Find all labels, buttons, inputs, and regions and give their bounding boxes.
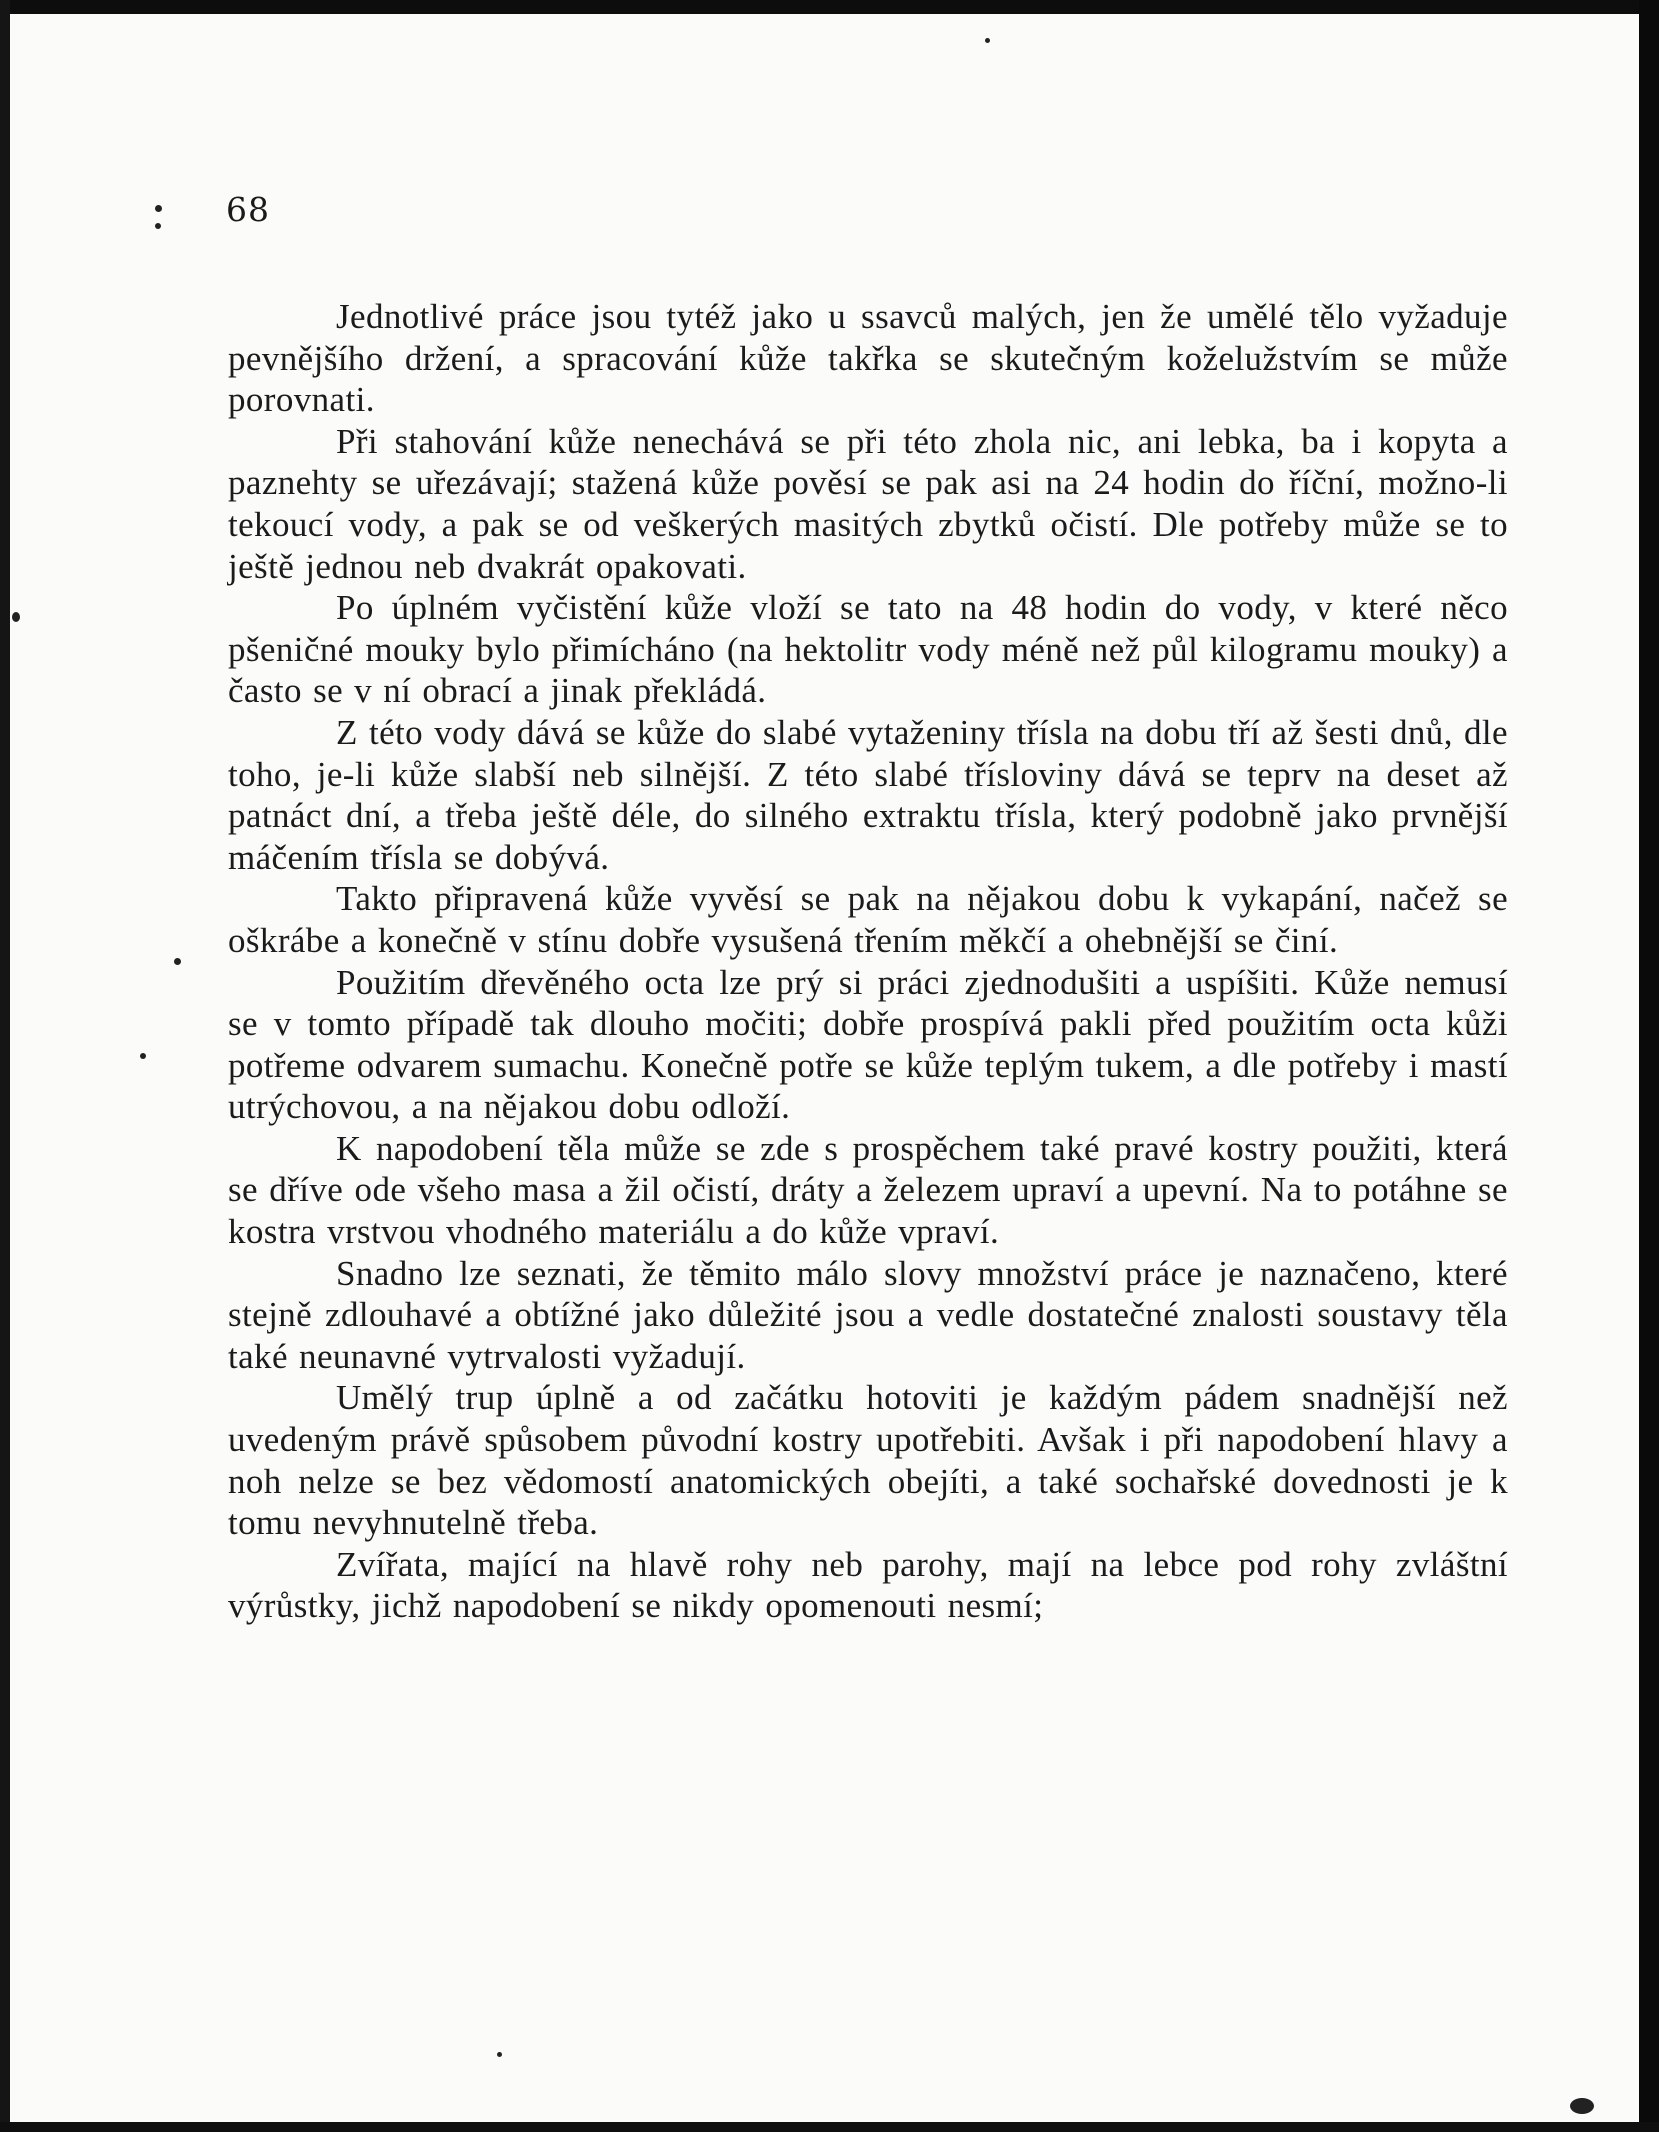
paragraph: Zvířata, mající na hlavě rohy neb parohy, mají na lebce pod rohy zvláštní výrůstky, jichž napodobení se nikdy opomenouti nesmí; (228, 1544, 1508, 1626)
paragraph: Po úplném vyčistění kůže vloží se tato na 48 hodin do vody, v které něco pšeničné mouky bylo přimícháno (na hektolitr vody méně než půl kilogramu mouky) a často se v ní obrací a jinak překládá. (228, 588, 1508, 711)
paragraph: Při stahování kůže nenechává se při této zhola nic, ani lebka, ba i kopyta a paznehty se uřezávají; stažená kůže pověsí se pak asi na 24 hodin do říční, možno-li tekoucí vody, a pak se od veškerých masitých zbytků očistí. Dle potřeby může se to ještě jednou neb dvakrát opakovati. (228, 421, 1508, 586)
scan-speck (155, 223, 161, 229)
scan-speck (155, 205, 162, 212)
scan-speck (497, 2052, 502, 2057)
scan-speck (140, 1053, 146, 1059)
body-text (228, 296, 1508, 1627)
paragraph: Takto připravená kůže vyvěsí se pak na nějakou dobu k vykapání, načež se oškrábe a konečně v stínu dobře vysušená třením měkčí a ohebnější se činí. (228, 879, 1508, 960)
scan-speck (12, 612, 20, 622)
paragraph: Snadno lze seznati, že těmito málo slovy množství práce je naznačeno, které stejně zdlouhavé a obtížné jako důležité jsou a vedle dostatečné znalosti soustavy těla také neunavné vytrvalosti vyžadují. (228, 1253, 1508, 1376)
paragraph: Jednotlivé práce jsou tytéž jako u ssavců malých, jen že umělé tělo vyžaduje pevnějšího držení, a spracování kůže takřka se skutečným koželužstvím se může porovnati. (228, 297, 1508, 420)
scan-border-right (1639, 0, 1659, 2132)
page-number: 68 (226, 190, 270, 229)
scan-speck (1570, 2098, 1594, 2114)
scan-border-left (0, 0, 10, 2132)
scan-border-bottom (0, 2122, 1659, 2132)
scan-speck (174, 958, 181, 965)
scan-speck (985, 38, 990, 43)
paragraph: K napodobení těla může se zde s prospěchem také pravé kostry použiti, která se dříve ode všeho masa a žil očistí, dráty a železem upraví a upevní. Na to potáhne se kostra vrstvou vhodného materiálu a do kůže vpraví. (228, 1128, 1508, 1252)
paragraph: Použitím dřevěného octa lze prý si práci zjednodušiti a uspíšiti. Kůže nemusí se v tomto případě tak dlouho močiti; dobře prospívá pakli před použitím octa kůži potřeme odvarem sumachu. Konečně potře se kůže teplým tukem, a dle potřeby i mastí utrýchovou, a na nějakou dobu odloží. (228, 962, 1508, 1127)
paragraph: Umělý trup úplně a od začátku hotoviti je každým pádem snadnější než uvedeným právě spůsobem původní kostry upotřebiti. Avšak i při napodobení hlavy a noh nelze se bez vědomostí anatomických obejíti, a také sochařské dovednosti je k tomu nevyhnutelně třeba. (228, 1378, 1508, 1543)
scan-border-top (0, 0, 1659, 14)
paragraph: Z této vody dává se kůže do slabé vytaženiny třísla na dobu tří až šesti dnů, dle toho, je-li kůže slabší neb silnější. Z této slabé třísloviny dává se teprv na deset až patnáct dní, a třeba ještě déle, do silného extraktu třísla, který podobně jako prvnější máčením třísla se dobývá. (228, 712, 1508, 877)
